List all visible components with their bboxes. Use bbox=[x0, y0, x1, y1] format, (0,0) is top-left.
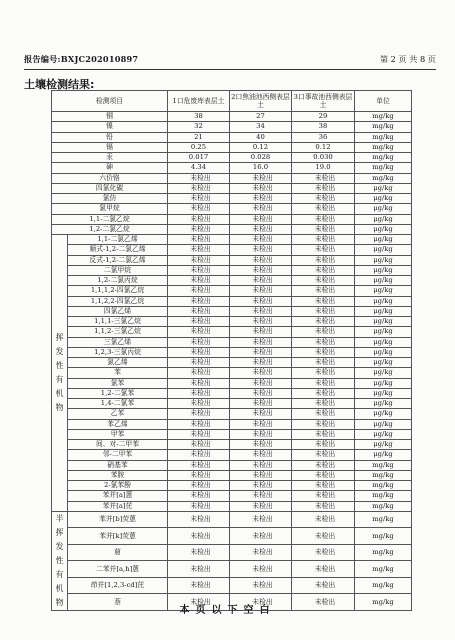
table-row bbox=[52, 460, 412, 470]
sample-1-value: 未检出 bbox=[168, 491, 230, 501]
item-name: 铜 bbox=[52, 112, 168, 122]
item-name: 氯苯 bbox=[68, 378, 168, 388]
sample-1-value: 未检出 bbox=[168, 419, 230, 429]
sample-1-value: 未检出 bbox=[168, 460, 230, 470]
unit-cell: mg/kg bbox=[355, 528, 412, 545]
item-name: 乙苯 bbox=[68, 409, 168, 419]
sample-1-value: 未检出 bbox=[168, 594, 230, 611]
unit-cell: mg/kg bbox=[355, 544, 412, 561]
sample-3-value: 未检出 bbox=[292, 594, 355, 611]
sample-2-value: 未检出 bbox=[230, 214, 292, 224]
header-divider bbox=[24, 69, 436, 70]
sample-1-value: 未检出 bbox=[168, 265, 230, 275]
unit-cell: μg/kg bbox=[355, 388, 412, 398]
unit-cell: μg/kg bbox=[355, 409, 412, 419]
table-row bbox=[52, 378, 412, 388]
item-name: 铅 bbox=[52, 132, 168, 142]
unit-cell: μg/kg bbox=[355, 276, 412, 286]
unit-cell: mg/kg bbox=[355, 501, 412, 511]
table-row bbox=[52, 358, 412, 368]
sample-1-value: 未检出 bbox=[168, 317, 230, 327]
table-row bbox=[52, 214, 412, 224]
table-row bbox=[52, 306, 412, 316]
table-row bbox=[52, 235, 412, 245]
page-indicator: 第 2 页 共 8 页 bbox=[379, 54, 436, 64]
sample-2-value: 未检出 bbox=[230, 501, 292, 511]
unit-cell: mg/kg bbox=[355, 491, 412, 501]
sample-1-value: 未检出 bbox=[168, 276, 230, 286]
item-name: 2-氯苯酚 bbox=[68, 481, 168, 491]
table-row bbox=[52, 347, 412, 357]
unit-cell: μg/kg bbox=[355, 255, 412, 265]
sample-3-value: 未检出 bbox=[292, 481, 355, 491]
table-row bbox=[52, 173, 412, 183]
table-row bbox=[52, 440, 412, 450]
unit-cell: mg/kg bbox=[355, 163, 412, 173]
item-name: 反式-1,2-二氯乙烯 bbox=[68, 255, 168, 265]
sample-1-value: 未检出 bbox=[168, 347, 230, 357]
table-row bbox=[52, 399, 412, 409]
sample-1-value: 21 bbox=[168, 132, 230, 142]
sample-1-value: 32 bbox=[168, 122, 230, 132]
table-row bbox=[52, 470, 412, 480]
sample-2-value: 未检出 bbox=[230, 544, 292, 561]
unit-cell: μg/kg bbox=[355, 440, 412, 450]
sample-3-value: 未检出 bbox=[292, 194, 355, 204]
item-name: 四氯化碳 bbox=[52, 183, 168, 193]
sample-2-value: 27 bbox=[230, 112, 292, 122]
unit-cell: mg/kg bbox=[355, 142, 412, 152]
unit-cell: mg/kg bbox=[355, 561, 412, 578]
sample-2-value: 未检出 bbox=[230, 173, 292, 183]
item-name: 四氯乙烯 bbox=[68, 306, 168, 316]
sample-2-value: 未检出 bbox=[230, 235, 292, 245]
sample-1-value: 未检出 bbox=[168, 388, 230, 398]
soil-results-table bbox=[51, 90, 412, 611]
sample-1-value: 未检出 bbox=[168, 306, 230, 316]
table-row bbox=[52, 528, 412, 545]
header-item: 检测项目 bbox=[52, 91, 168, 112]
unit-cell: μg/kg bbox=[355, 317, 412, 327]
table-row bbox=[52, 544, 412, 561]
sample-1-value: 38 bbox=[168, 112, 230, 122]
sample-1-value: 未检出 bbox=[168, 183, 230, 193]
item-name: 䓛 bbox=[68, 544, 168, 561]
sample-1-value: 未检出 bbox=[168, 204, 230, 214]
sample-1-value: 未检出 bbox=[168, 255, 230, 265]
unit-cell: μg/kg bbox=[355, 419, 412, 429]
table-row bbox=[52, 337, 412, 347]
unit-cell: mg/kg bbox=[355, 511, 412, 528]
sample-3-value: 未检出 bbox=[292, 255, 355, 265]
sample-2-value: 未检出 bbox=[230, 337, 292, 347]
table-row bbox=[52, 501, 412, 511]
table-row bbox=[52, 561, 412, 578]
unit-cell: μg/kg bbox=[355, 327, 412, 337]
unit-cell: μg/kg bbox=[355, 204, 412, 214]
sample-2-value: 0.12 bbox=[230, 142, 292, 152]
sample-3-value: 未检出 bbox=[292, 561, 355, 578]
group-label-char: 性 bbox=[55, 360, 64, 370]
sample-2-value: 34 bbox=[230, 122, 292, 132]
sample-1-value: 未检出 bbox=[168, 173, 230, 183]
sample-1-value: 4.34 bbox=[168, 163, 230, 173]
item-name: 苯 bbox=[68, 368, 168, 378]
unit-cell: μg/kg bbox=[355, 368, 412, 378]
table-row bbox=[52, 194, 412, 204]
sample-2-value: 未检出 bbox=[230, 388, 292, 398]
sample-3-value: 未检出 bbox=[292, 399, 355, 409]
table-row bbox=[52, 409, 412, 419]
group-label-char: 半 bbox=[55, 513, 64, 523]
sample-3-value: 未检出 bbox=[292, 204, 355, 214]
sample-2-value: 未检出 bbox=[230, 306, 292, 316]
sample-1-value: 未检出 bbox=[168, 409, 230, 419]
table-row bbox=[52, 255, 412, 265]
sample-1-value: 未检出 bbox=[168, 296, 230, 306]
item-name: 1,2-二氯丙烷 bbox=[68, 276, 168, 286]
sample-2-value: 未检出 bbox=[230, 327, 292, 337]
sample-3-value: 未检出 bbox=[292, 470, 355, 480]
unit-cell: μg/kg bbox=[355, 378, 412, 388]
table-row bbox=[52, 142, 412, 152]
sample-3-value: 29 bbox=[292, 112, 355, 122]
item-name: 氯乙烯 bbox=[68, 358, 168, 368]
sample-1-value: 未检出 bbox=[168, 224, 230, 234]
unit-cell: μg/kg bbox=[355, 429, 412, 439]
sample-3-value: 未检出 bbox=[292, 235, 355, 245]
sample-2-value: 未检出 bbox=[230, 183, 292, 193]
sample-2-value: 未检出 bbox=[230, 245, 292, 255]
sample-2-value: 未检出 bbox=[230, 286, 292, 296]
sample-3-value: 未检出 bbox=[292, 183, 355, 193]
item-name: 苯并[a]芘 bbox=[68, 501, 168, 511]
sample-1-value: 0.25 bbox=[168, 142, 230, 152]
sample-2-value: 未检出 bbox=[230, 317, 292, 327]
sample-3-value: 未检出 bbox=[292, 224, 355, 234]
table-row bbox=[52, 419, 412, 429]
item-name: 硝基苯 bbox=[68, 460, 168, 470]
sample-1-value: 未检出 bbox=[168, 511, 230, 528]
unit-cell: μg/kg bbox=[355, 347, 412, 357]
table-row bbox=[52, 491, 412, 501]
item-name: 1,1-二氯乙烯 bbox=[68, 235, 168, 245]
sample-2-value: 未检出 bbox=[230, 224, 292, 234]
sample-1-value: 未检出 bbox=[168, 245, 230, 255]
sample-3-value: 未检出 bbox=[292, 378, 355, 388]
table-row bbox=[52, 224, 412, 234]
sample-2-value: 未检出 bbox=[230, 204, 292, 214]
sample-1-value: 未检出 bbox=[168, 501, 230, 511]
item-name: 1,2-二氯乙烷 bbox=[52, 224, 168, 234]
sample-3-value: 未检出 bbox=[292, 577, 355, 594]
group-label-char: 有 bbox=[55, 374, 64, 384]
sample-3-value: 未检出 bbox=[292, 214, 355, 224]
unit-cell: μg/kg bbox=[355, 306, 412, 316]
table-row bbox=[52, 204, 412, 214]
table-row bbox=[52, 276, 412, 286]
sample-2-value: 未检出 bbox=[230, 429, 292, 439]
item-name: 氯仿 bbox=[52, 194, 168, 204]
group-label-char: 物 bbox=[55, 402, 64, 412]
item-name: 1,2-二氯苯 bbox=[68, 388, 168, 398]
sample-1-value: 未检出 bbox=[168, 440, 230, 450]
item-name: 苯并[k]荧蒽 bbox=[68, 528, 168, 545]
group-label-char: 性 bbox=[55, 555, 64, 565]
unit-cell: μg/kg bbox=[355, 296, 412, 306]
group-label-char: 发 bbox=[55, 541, 64, 551]
sample-3-value: 未检出 bbox=[292, 358, 355, 368]
sample-2-value: 未检出 bbox=[230, 450, 292, 460]
sample-3-value: 未检出 bbox=[292, 440, 355, 450]
table-row bbox=[52, 317, 412, 327]
item-name: 邻-二甲苯 bbox=[68, 450, 168, 460]
table-body bbox=[52, 112, 412, 611]
unit-cell: μg/kg bbox=[355, 245, 412, 255]
sample-1-value: 未检出 bbox=[168, 528, 230, 545]
table-row bbox=[52, 163, 412, 173]
sample-2-value: 未检出 bbox=[230, 440, 292, 450]
item-name: 汞 bbox=[52, 153, 168, 163]
table-row bbox=[52, 577, 412, 594]
item-name: 1,1,2-三氯乙烷 bbox=[68, 327, 168, 337]
sample-1-value: 未检出 bbox=[168, 577, 230, 594]
item-name: 苯并[b]荧蒽 bbox=[68, 511, 168, 528]
sample-1-value: 未检出 bbox=[168, 378, 230, 388]
sample-3-value: 未检出 bbox=[292, 306, 355, 316]
unit-cell: mg/kg bbox=[355, 132, 412, 142]
sample-3-value: 未检出 bbox=[292, 450, 355, 460]
sample-3-value: 未检出 bbox=[292, 511, 355, 528]
unit-cell: mg/kg bbox=[355, 460, 412, 470]
sample-2-value: 未检出 bbox=[230, 460, 292, 470]
sample-3-value: 未检出 bbox=[292, 245, 355, 255]
sample-1-value: 未检出 bbox=[168, 368, 230, 378]
table-row bbox=[52, 388, 412, 398]
unit-cell: mg/kg bbox=[355, 122, 412, 132]
group-label-char: 发 bbox=[55, 346, 64, 356]
sample-3-value: 未检出 bbox=[292, 501, 355, 511]
sample-1-value: 未检出 bbox=[168, 429, 230, 439]
table-row bbox=[52, 245, 412, 255]
item-name: 间、对-二甲苯 bbox=[68, 440, 168, 450]
item-name: 甲苯 bbox=[68, 429, 168, 439]
item-name: 1,4-二氯苯 bbox=[68, 399, 168, 409]
sample-2-value: 未检出 bbox=[230, 470, 292, 480]
sample-1-value: 未检出 bbox=[168, 399, 230, 409]
header-sample-1: 1口危废库表层土 bbox=[168, 91, 230, 112]
sample-3-value: 未检出 bbox=[292, 265, 355, 275]
sample-3-value: 未检出 bbox=[292, 296, 355, 306]
sample-3-value: 未检出 bbox=[292, 173, 355, 183]
unit-cell: μg/kg bbox=[355, 286, 412, 296]
unit-cell: mg/kg bbox=[355, 481, 412, 491]
unit-cell: μg/kg bbox=[355, 235, 412, 245]
group-label bbox=[52, 511, 68, 610]
item-name: 六价铬 bbox=[52, 173, 168, 183]
group-label-char: 物 bbox=[55, 597, 64, 607]
unit-cell: mg/kg bbox=[355, 577, 412, 594]
item-name: 1,2,3-三氯丙烷 bbox=[68, 347, 168, 357]
group-label-char: 挥 bbox=[55, 332, 64, 342]
report-number: 报告编号:BXJC202010897 bbox=[24, 54, 139, 64]
header-sample-2: 2口焦油池西侧表层土 bbox=[230, 91, 292, 112]
sample-3-value: 未检出 bbox=[292, 419, 355, 429]
sample-2-value: 未检出 bbox=[230, 194, 292, 204]
sample-2-value: 未检出 bbox=[230, 368, 292, 378]
sample-1-value: 0.017 bbox=[168, 153, 230, 163]
item-name: 氯甲烷 bbox=[52, 204, 168, 214]
unit-cell: μg/kg bbox=[355, 265, 412, 275]
item-name: 1,1,1,2-四氯乙烷 bbox=[68, 286, 168, 296]
item-name: 茚并[1,2,3-cd]芘 bbox=[68, 577, 168, 594]
sample-2-value: 16.0 bbox=[230, 163, 292, 173]
item-name: 萘 bbox=[68, 594, 168, 611]
table-row bbox=[52, 296, 412, 306]
item-name: 三氯乙烯 bbox=[68, 337, 168, 347]
section-title: 土壤检测结果: bbox=[24, 78, 95, 91]
unit-cell: μg/kg bbox=[355, 399, 412, 409]
sample-2-value: 未检出 bbox=[230, 276, 292, 286]
sample-3-value: 未检出 bbox=[292, 347, 355, 357]
sample-3-value: 未检出 bbox=[292, 460, 355, 470]
sample-3-value: 0.12 bbox=[292, 142, 355, 152]
unit-cell: μg/kg bbox=[355, 358, 412, 368]
sample-2-value: 未检出 bbox=[230, 296, 292, 306]
sample-3-value: 未检出 bbox=[292, 337, 355, 347]
item-name: 1,1-二氯乙烷 bbox=[52, 214, 168, 224]
sample-2-value: 未检出 bbox=[230, 347, 292, 357]
sample-2-value: 未检出 bbox=[230, 358, 292, 368]
table-row bbox=[52, 265, 412, 275]
group-label-char: 机 bbox=[55, 388, 64, 398]
sample-3-value: 0.030 bbox=[292, 153, 355, 163]
page-end-note: 本页以下空白 bbox=[179, 605, 276, 616]
sample-2-value: 40 bbox=[230, 132, 292, 142]
sample-3-value: 36 bbox=[292, 132, 355, 142]
sample-1-value: 未检出 bbox=[168, 481, 230, 491]
group-label-char: 机 bbox=[55, 583, 64, 593]
sample-2-value: 未检出 bbox=[230, 409, 292, 419]
sample-1-value: 未检出 bbox=[168, 561, 230, 578]
sample-3-value: 未检出 bbox=[292, 544, 355, 561]
unit-cell: μg/kg bbox=[355, 450, 412, 460]
table-row bbox=[52, 450, 412, 460]
group-label-char: 挥 bbox=[55, 527, 64, 537]
sample-2-value: 未检出 bbox=[230, 419, 292, 429]
sample-2-value: 未检出 bbox=[230, 577, 292, 594]
sample-2-value: 0.028 bbox=[230, 153, 292, 163]
unit-cell: μg/kg bbox=[355, 194, 412, 204]
unit-cell: mg/kg bbox=[355, 173, 412, 183]
sample-2-value: 未检出 bbox=[230, 491, 292, 501]
sample-2-value: 未检出 bbox=[230, 481, 292, 491]
table-row bbox=[52, 481, 412, 491]
sample-1-value: 未检出 bbox=[168, 470, 230, 480]
unit-cell: mg/kg bbox=[355, 594, 412, 611]
sample-3-value: 未检出 bbox=[292, 327, 355, 337]
sample-3-value: 未检出 bbox=[292, 388, 355, 398]
sample-3-value: 未检出 bbox=[292, 368, 355, 378]
sample-2-value: 未检出 bbox=[230, 528, 292, 545]
sample-1-value: 未检出 bbox=[168, 235, 230, 245]
sample-2-value: 未检出 bbox=[230, 561, 292, 578]
sample-1-value: 未检出 bbox=[168, 450, 230, 460]
sample-2-value: 未检出 bbox=[230, 378, 292, 388]
sample-2-value: 未检出 bbox=[230, 399, 292, 409]
unit-cell: μg/kg bbox=[355, 224, 412, 234]
item-name: 砷 bbox=[52, 163, 168, 173]
sample-1-value: 未检出 bbox=[168, 194, 230, 204]
group-label bbox=[52, 235, 68, 512]
table-row bbox=[52, 511, 412, 528]
sample-2-value: 未检出 bbox=[230, 511, 292, 528]
table-row bbox=[52, 368, 412, 378]
sample-3-value: 未检出 bbox=[292, 409, 355, 419]
header-unit: 单位 bbox=[355, 91, 412, 112]
table-row bbox=[52, 122, 412, 132]
sample-1-value: 未检出 bbox=[168, 337, 230, 347]
table-row bbox=[52, 286, 412, 296]
sample-1-value: 未检出 bbox=[168, 327, 230, 337]
sample-3-value: 38 bbox=[292, 122, 355, 132]
sample-1-value: 未检出 bbox=[168, 214, 230, 224]
unit-cell: μg/kg bbox=[355, 183, 412, 193]
item-name: 镍 bbox=[52, 122, 168, 132]
sample-3-value: 未检出 bbox=[292, 286, 355, 296]
table-row bbox=[52, 327, 412, 337]
sample-2-value: 未检出 bbox=[230, 265, 292, 275]
item-name: 二氯甲烷 bbox=[68, 265, 168, 275]
table-row bbox=[52, 112, 412, 122]
unit-cell: mg/kg bbox=[355, 153, 412, 163]
header-sample-3: 3口事故池西侧表层土 bbox=[292, 91, 355, 112]
sample-3-value: 未检出 bbox=[292, 429, 355, 439]
item-name: 二苯并[a,h]蒽 bbox=[68, 561, 168, 578]
item-name: 苯并[a]蒽 bbox=[68, 491, 168, 501]
table-row bbox=[52, 153, 412, 163]
sample-3-value: 未检出 bbox=[292, 528, 355, 545]
item-name: 1,1,1-三氯乙烷 bbox=[68, 317, 168, 327]
unit-cell: μg/kg bbox=[355, 337, 412, 347]
table-row bbox=[52, 132, 412, 142]
item-name: 镉 bbox=[52, 142, 168, 152]
sample-1-value: 未检出 bbox=[168, 544, 230, 561]
unit-cell: mg/kg bbox=[355, 112, 412, 122]
sample-1-value: 未检出 bbox=[168, 358, 230, 368]
sample-3-value: 19.0 bbox=[292, 163, 355, 173]
unit-cell: mg/kg bbox=[355, 470, 412, 480]
sample-1-value: 未检出 bbox=[168, 286, 230, 296]
item-name: 苯胺 bbox=[68, 470, 168, 480]
item-name: 1,1,2,2-四氯乙烷 bbox=[68, 296, 168, 306]
item-name: 顺式-1,2-二氯乙烯 bbox=[68, 245, 168, 255]
table-row bbox=[52, 183, 412, 193]
sample-3-value: 未检出 bbox=[292, 491, 355, 501]
sample-3-value: 未检出 bbox=[292, 317, 355, 327]
table-row bbox=[52, 429, 412, 439]
unit-cell: μg/kg bbox=[355, 214, 412, 224]
sample-2-value: 未检出 bbox=[230, 255, 292, 265]
item-name: 苯乙烯 bbox=[68, 419, 168, 429]
table-header-row bbox=[52, 91, 412, 112]
sample-3-value: 未检出 bbox=[292, 276, 355, 286]
group-label-char: 有 bbox=[55, 569, 64, 579]
sample-2-value: 未检出 bbox=[230, 594, 292, 611]
